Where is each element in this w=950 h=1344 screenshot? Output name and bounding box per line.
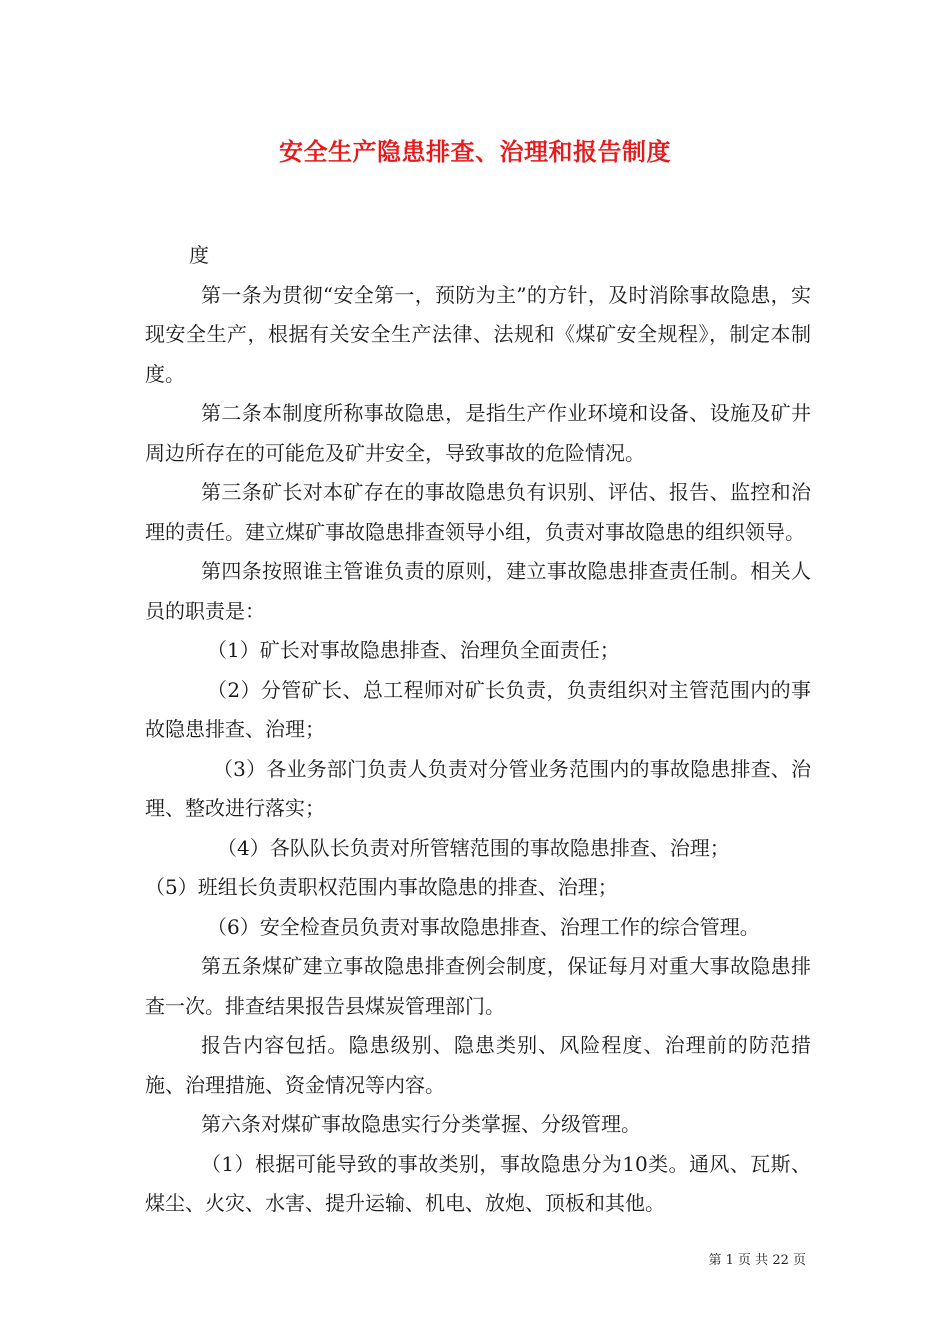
paragraph: 第五条煤矿建立事故隐患排查例会制度，保证每月对重大事故隐患排查一次。排查结果报告县煤炭管理部门。 <box>145 954 811 1018</box>
list-item: （3）各业务部门负责人负责对分管业务范围内的事故隐患排查、治理、整改进行落实； <box>145 756 811 820</box>
paragraph: 第二条本制度所称事故隐患，是指生产作业环境和设备、设施及矿井周边所存在的可能危及矿井安全，导致事故的危险情况。 <box>145 401 811 465</box>
document-title: 安全生产隐患排查、治理和报告制度 <box>279 137 671 166</box>
page-number: 第 1 页 共 22 页 <box>708 1253 806 1268</box>
list-item: （1）根据可能导致的事故类别，事故隐患分为10类。通风、瓦斯、煤尘、火灾、水害、提升运输、机电、放炮、顶板和其他。 <box>145 1151 811 1215</box>
paragraph: 第六条对煤矿事故隐患实行分类掌握、分级管理。 <box>201 1112 641 1136</box>
list-item: （2）分管矿长、总工程师对矿长负责，负责组织对主管范围内的事故隐患排查、治理； <box>145 677 811 741</box>
paragraph: 度 <box>189 243 209 267</box>
paragraph: 第四条按照谁主管谁负责的原则，建立事故隐患排查责任制。相关人员的职责是： <box>145 559 811 623</box>
list-item: （5）班组长负责职权范围内事故隐患的排查、治理； <box>145 875 618 899</box>
paragraph: 报告内容包括。隐患级别、隐患类别、风险程度、治理前的防范措施、治理措施、资金情况等内容。 <box>145 1033 811 1097</box>
list-item: （6）安全检查员负责对事故隐患排查、治理工作的综合管理。 <box>207 914 760 939</box>
list-item: （1）矿长对事故隐患排查、治理负全面责任； <box>207 638 620 662</box>
list-item: （4）各队队长负责对所管辖范围的事故隐患排查、治理； <box>217 835 730 860</box>
paragraph: 第一条为贯彻“安全第一，预防为主”的方针，及时消除事故隐患，实现安全生产，根据有关安全生产法律、法规和《煤矿安全规程》，制定本制度。 <box>145 282 811 386</box>
paragraph: 第三条矿长对本矿存在的事故隐患负有识别、评估、报告、监控和治理的责任。建立煤矿事故隐患排查领导小组，负责对事故隐患的组织领导。 <box>145 480 811 544</box>
document-body <box>145 236 811 1224</box>
